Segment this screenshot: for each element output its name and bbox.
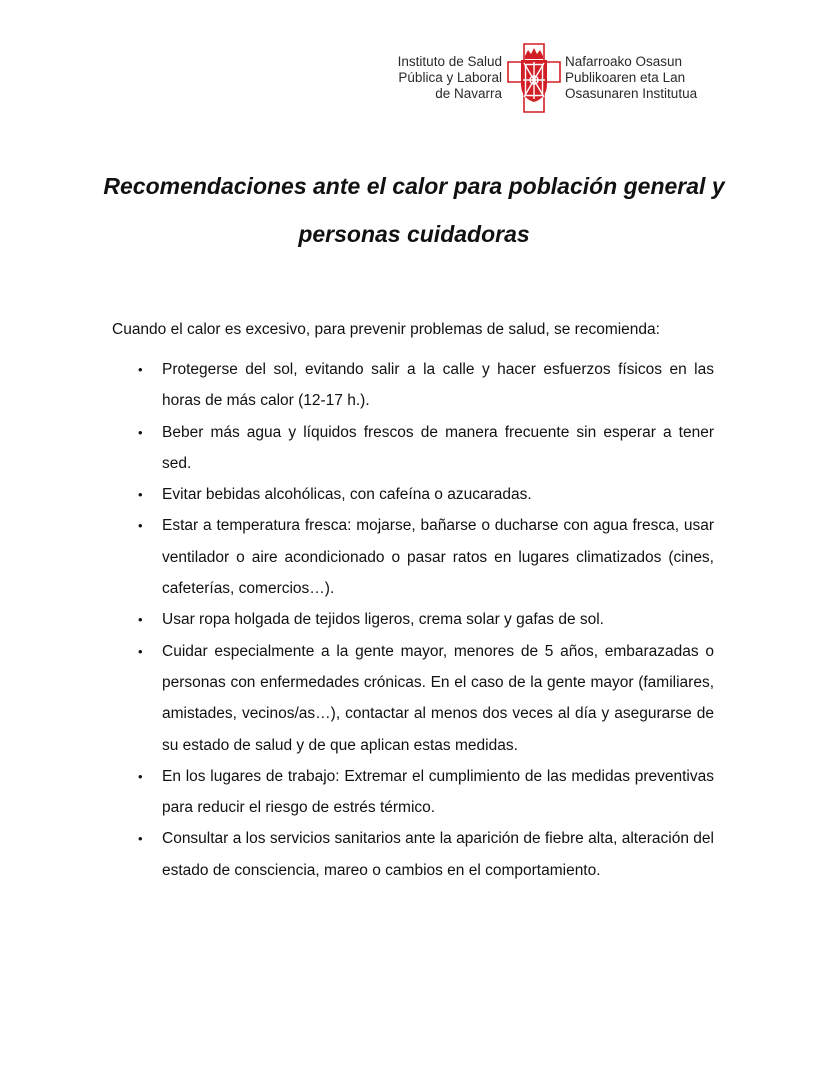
list-item-text: Cuidar especialmente a la gente mayor, menores de 5 años, embarazadas o personas con enfermedades crónicas. En el caso de la gente mayor (familiares, amistades, vecinos/as…), contactar al menos dos veces al día y asegurarse de su estado de salud y de que aplican estas medidas. [162,642,714,754]
logo-text-basque [565,54,725,102]
bullet-icon: • [138,487,143,503]
list-item [112,823,714,886]
list-item [112,417,714,480]
recommendations-list [112,354,714,886]
document-title [60,162,768,258]
logo-text-line: Pública y Laboral [398,70,502,85]
logo-text-line: Publikoaren eta Lan [565,70,686,85]
list-item-text: Estar a temperatura fresca: mojarse, bañarse o ducharse con agua fresca, usar ventilador o aire acondicionado o pasar ratos en lugares climatizados (cines, cafeterías, comercios…). [162,517,714,598]
list-item-text: En los lugares de trabajo: Extremar el cumplimiento de las medidas preventivas para reducir el riesgo de estrés térmico. [162,767,714,817]
intro-paragraph: Cuando el calor es excesivo, para prevenir problemas de salud, se recomienda: [112,321,660,338]
bullet-icon: • [138,831,143,847]
list-item [112,354,714,417]
title-line: personas cuidadoras [298,221,530,247]
list-item [112,761,714,824]
list-item [112,636,714,761]
logo-text-line: Osasunaren Institutua [565,86,698,101]
title-line: Recomendaciones ante el calor para población general y [103,173,725,199]
list-item [112,479,714,510]
bullet-icon: • [138,424,143,440]
logo-text-line: Nafarroako Osasun [565,54,683,69]
bullet-icon: • [138,518,143,534]
list-item-text: Beber más agua y líquidos frescos de manera frecuente sin esperar a tener sed. [162,423,714,472]
bullet-icon: • [138,643,143,659]
institute-logo [378,42,718,114]
logo-text-line: de Navarra [435,86,502,101]
list-item [112,510,714,604]
logo-text-spanish [378,54,502,102]
logo-text-line: Instituto de Salud [397,54,502,69]
bullet-icon: • [138,768,143,784]
list-item-text: Consultar a los servicios sanitarios ante la aparición de fiebre alta, alteración del estado de consciencia, mareo o cambios en el comportamiento. [162,830,714,879]
list-item-text: Usar ropa holgada de tejidos ligeros, crema solar y gafas de sol. [162,611,604,629]
list-item [112,604,714,635]
list-item-text: Evitar bebidas alcohólicas, con cafeína o azucaradas. [162,486,532,504]
bullet-icon: • [138,362,143,377]
bullet-icon: • [138,612,143,628]
navarra-emblem-icon [506,42,562,114]
list-item-text: Protegerse del sol, evitando salir a la calle y hacer esfuerzos físicos en las horas de más calor (12-17 h.). [162,361,714,410]
